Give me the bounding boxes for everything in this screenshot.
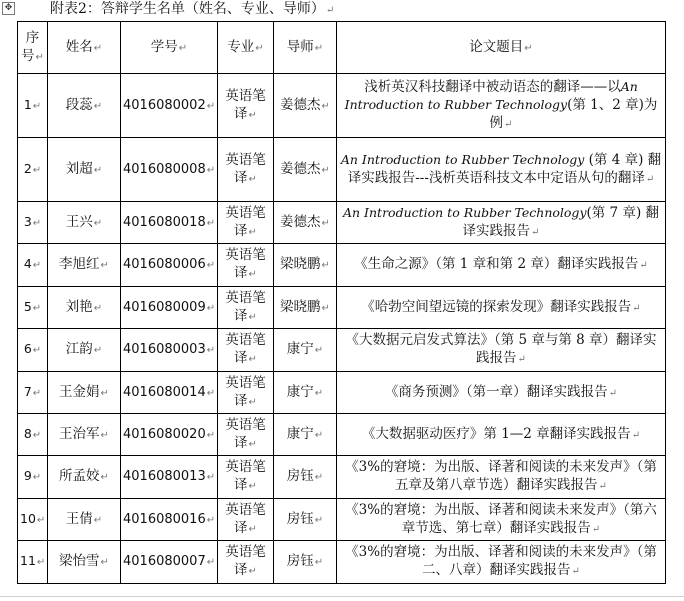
paragraph-mark-icon: ↵ — [100, 387, 109, 399]
row-index: 1↵ — [18, 74, 48, 138]
paragraph-mark-icon: ↵ — [321, 164, 330, 176]
paragraph-mark-icon: ↵ — [206, 557, 216, 568]
row-student-id: 4016080007↵ — [121, 541, 218, 584]
paragraph-mark-icon: ↵ — [32, 260, 42, 271]
page-edge-line — [0, 596, 684, 597]
row-student-id: 4016080002↵ — [121, 74, 218, 138]
paragraph-mark-icon: ↵ — [100, 557, 109, 568]
row-name: 刘超↵ — [48, 138, 121, 202]
row-index: 9↵ — [18, 456, 48, 499]
row-index: 7↵ — [18, 372, 48, 414]
paragraph-mark-icon: ↵ — [248, 481, 257, 492]
row-advisor: 姜德杰↵ — [274, 202, 337, 244]
paragraph-mark-icon: ↵ — [206, 164, 216, 176]
row-index: 8↵ — [18, 414, 48, 456]
row-name: 刘艳↵ — [48, 287, 121, 329]
row-student-id: 4016080016↵ — [121, 499, 218, 541]
row-name: 梁怡雪↵ — [48, 541, 121, 584]
row-advisor: 房钰↵ — [274, 499, 337, 541]
table-row — [18, 329, 666, 372]
header-student-id: 学号↵ — [121, 22, 218, 74]
row-name: 王兴↵ — [48, 202, 121, 244]
paragraph-mark-icon: ↵ — [631, 429, 641, 441]
paragraph-mark-icon: ↵ — [32, 164, 42, 176]
table-move-handle-icon[interactable]: ✥ — [2, 2, 15, 15]
header-advisor: 导师↵ — [274, 22, 337, 74]
row-student-id: 4016080014↵ — [121, 372, 218, 414]
row-major: 英语笔译↵ — [218, 541, 274, 584]
row-major: 英语笔译↵ — [218, 202, 274, 244]
row-name: 王治军↵ — [48, 414, 121, 456]
paragraph-mark-icon: ↵ — [325, 5, 335, 16]
caption-text: 附表2：答辩学生名单（姓名、专业、导师） — [50, 1, 325, 17]
row-name: 王倩↵ — [48, 499, 121, 541]
paragraph-mark-icon: ↵ — [32, 100, 42, 112]
row-major: 英语笔译↵ — [218, 244, 274, 287]
paragraph-mark-icon: ↵ — [36, 557, 46, 568]
row-advisor: 姜德杰↵ — [274, 138, 337, 202]
paragraph-mark-icon: ↵ — [248, 438, 257, 450]
row-major: 英语笔译↵ — [218, 287, 274, 329]
row-thesis-title: 《商务预测》（第一章）翻译实践报告↵ — [337, 372, 666, 414]
paragraph-mark-icon: ↵ — [100, 260, 109, 271]
row-major: 英语笔译↵ — [218, 372, 274, 414]
header-name: 姓名↵ — [48, 22, 121, 74]
paragraph-mark-icon: ↵ — [248, 523, 257, 535]
paragraph-mark-icon: ↵ — [639, 260, 648, 271]
paragraph-mark-icon: ↵ — [504, 118, 513, 130]
table-caption — [50, 0, 334, 20]
row-index: 6↵ — [18, 329, 48, 372]
row-major: 英语笔译↵ — [218, 138, 274, 202]
paragraph-mark-icon: ↵ — [100, 472, 109, 483]
row-major: 英语笔译↵ — [218, 499, 274, 541]
paragraph-mark-icon: ↵ — [93, 302, 103, 314]
paragraph-mark-icon: ↵ — [591, 523, 601, 535]
paragraph-mark-icon: ↵ — [206, 345, 216, 356]
table-row — [18, 287, 666, 329]
paragraph-mark-icon: ↵ — [321, 217, 330, 229]
table-row — [18, 456, 666, 499]
paragraph-mark-icon: ↵ — [32, 429, 42, 441]
paragraph-mark-icon: ↵ — [314, 557, 324, 568]
paragraph-mark-icon: ↵ — [206, 302, 216, 314]
paragraph-mark-icon: ↵ — [314, 514, 324, 526]
header-major: 专业↵ — [218, 22, 274, 74]
paragraph-mark-icon: ↵ — [206, 260, 216, 271]
row-name: 江韵↵ — [48, 329, 121, 372]
paragraph-mark-icon: ↵ — [206, 217, 216, 229]
table-row — [18, 372, 666, 414]
header-row — [18, 22, 666, 74]
table-row — [18, 138, 666, 202]
paragraph-mark-icon: ↵ — [314, 472, 324, 483]
paragraph-mark-icon: ↵ — [632, 302, 641, 314]
row-student-id: 4016080006↵ — [121, 244, 218, 287]
header-index: 序号↵ — [18, 22, 48, 74]
row-advisor: 姜德杰↵ — [274, 74, 337, 138]
paragraph-mark-icon: ↵ — [248, 354, 257, 365]
paragraph-mark-icon: ↵ — [206, 429, 216, 441]
paragraph-mark-icon: ↵ — [248, 311, 257, 323]
row-major: 英语笔译↵ — [218, 74, 274, 138]
row-name: 段蕊↵ — [48, 74, 121, 138]
paragraph-mark-icon: ↵ — [248, 226, 257, 238]
paragraph-mark-icon: ↵ — [93, 514, 103, 526]
paragraph-mark-icon: ↵ — [321, 100, 330, 112]
paragraph-mark-icon: ↵ — [93, 100, 103, 112]
row-advisor: 房钰↵ — [274, 541, 337, 584]
row-student-id: 4016080013↵ — [121, 456, 218, 499]
row-thesis-title: 《3%的窘境：为出版、译著和阅读的未来发声》（第二、八章）翻译实践报告↵ — [337, 541, 666, 584]
row-name: 所孟姣↵ — [48, 456, 121, 499]
table-row — [18, 541, 666, 584]
table-row — [18, 202, 666, 244]
paragraph-mark-icon: ↵ — [248, 269, 257, 280]
row-index: 3↵ — [18, 202, 48, 244]
row-advisor: 梁晓鹏↵ — [274, 244, 337, 287]
paragraph-mark-icon: ↵ — [321, 260, 330, 271]
row-index: 5↵ — [18, 287, 48, 329]
paragraph-mark-icon: ↵ — [571, 566, 580, 577]
row-student-id: 4016080003↵ — [121, 329, 218, 372]
paragraph-mark-icon: ↵ — [608, 387, 618, 399]
paragraph-mark-icon: ↵ — [248, 566, 257, 577]
row-student-id: 4016080009↵ — [121, 287, 218, 329]
row-thesis-title: 《3%的窘境：为出版、译著和阅读未来发声》（第六章节选、第七章）翻译实践报告↵ — [337, 499, 666, 541]
paragraph-mark-icon: ↵ — [531, 226, 540, 238]
row-advisor: 康宁↵ — [274, 329, 337, 372]
paragraph-mark-icon: ↵ — [248, 109, 257, 121]
row-thesis-title: An Introduction to Rubber Technology(第 7 章) 翻译实践报告↵ — [337, 202, 666, 244]
paragraph-mark-icon: ↵ — [645, 173, 655, 185]
row-index: 4↵ — [18, 244, 48, 287]
paragraph-mark-icon: ↵ — [93, 164, 103, 176]
row-thesis-title: 《大数据驱动医疗》第 1—2 章翻译实践报告↵ — [337, 414, 666, 456]
paragraph-mark-icon: ↵ — [314, 345, 324, 356]
row-major: 英语笔译↵ — [218, 414, 274, 456]
row-advisor: 康宁↵ — [274, 372, 337, 414]
paragraph-mark-icon: ↵ — [206, 472, 216, 483]
table-row — [18, 74, 666, 138]
paragraph-mark-icon: ↵ — [248, 173, 257, 185]
row-thesis-title: 《3%的窘境：为出版、译著和阅读的未来发声》（第五章及第八章节选）翻译实践报告↵ — [337, 456, 666, 499]
header-thesis: 论文题目↵ — [337, 22, 666, 74]
paragraph-mark-icon: ↵ — [93, 345, 103, 356]
paragraph-mark-icon: ↵ — [314, 429, 324, 441]
row-index: 11↵ — [18, 541, 48, 584]
table-row — [18, 244, 666, 287]
student-roster-table — [17, 21, 666, 584]
paragraph-mark-icon: ↵ — [206, 100, 216, 112]
row-thesis-title: 《哈勃空间望远镜的探索发现》翻译实践报告↵ — [337, 287, 666, 329]
paragraph-mark-icon: ↵ — [93, 217, 103, 229]
row-student-id: 4016080018↵ — [121, 202, 218, 244]
row-advisor: 梁晓鹏↵ — [274, 287, 337, 329]
row-student-id: 4016080020↵ — [121, 414, 218, 456]
paragraph-mark-icon: ↵ — [36, 514, 46, 526]
paragraph-mark-icon: ↵ — [517, 354, 526, 365]
paragraph-mark-icon: ↵ — [314, 387, 324, 399]
paragraph-mark-icon: ↵ — [32, 302, 42, 314]
table-row — [18, 414, 666, 456]
row-advisor: 康宁↵ — [274, 414, 337, 456]
paragraph-mark-icon: ↵ — [32, 472, 42, 483]
paragraph-mark-icon: ↵ — [598, 481, 607, 492]
row-index: 2↵ — [18, 138, 48, 202]
paragraph-mark-icon: ↵ — [248, 396, 257, 408]
row-thesis-title: 浅析英汉科技翻译中被动语态的翻译——以An Introduction to Rubber Technology(第 1、2 章)为例↵ — [337, 74, 666, 138]
row-thesis-title: 《生命之源》（第 1 章和第 2 章）翻译实践报告↵ — [337, 244, 666, 287]
paragraph-mark-icon: ↵ — [206, 387, 216, 399]
paragraph-mark-icon: ↵ — [206, 514, 216, 526]
row-advisor: 房钰↵ — [274, 456, 337, 499]
row-major: 英语笔译↵ — [218, 456, 274, 499]
row-thesis-title: An Introduction to Rubber Technology (第 4 章) 翻译实践报告---浅析英语科技文本中定语从句的翻译↵ — [337, 138, 666, 202]
row-index: 10↵ — [18, 499, 48, 541]
table-row — [18, 499, 666, 541]
row-name: 王金娟↵ — [48, 372, 121, 414]
row-thesis-title: 《大数据元启发式算法》（第 5 章与第 8 章）翻译实践报告↵ — [337, 329, 666, 372]
row-student-id: 4016080008↵ — [121, 138, 218, 202]
paragraph-mark-icon: ↵ — [32, 387, 42, 399]
paragraph-mark-icon: ↵ — [100, 429, 109, 441]
row-name: 李旭红↵ — [48, 244, 121, 287]
row-major: 英语笔译↵ — [218, 329, 274, 372]
paragraph-mark-icon: ↵ — [321, 302, 330, 314]
paragraph-mark-icon: ↵ — [32, 345, 42, 356]
paragraph-mark-icon: ↵ — [32, 217, 42, 229]
